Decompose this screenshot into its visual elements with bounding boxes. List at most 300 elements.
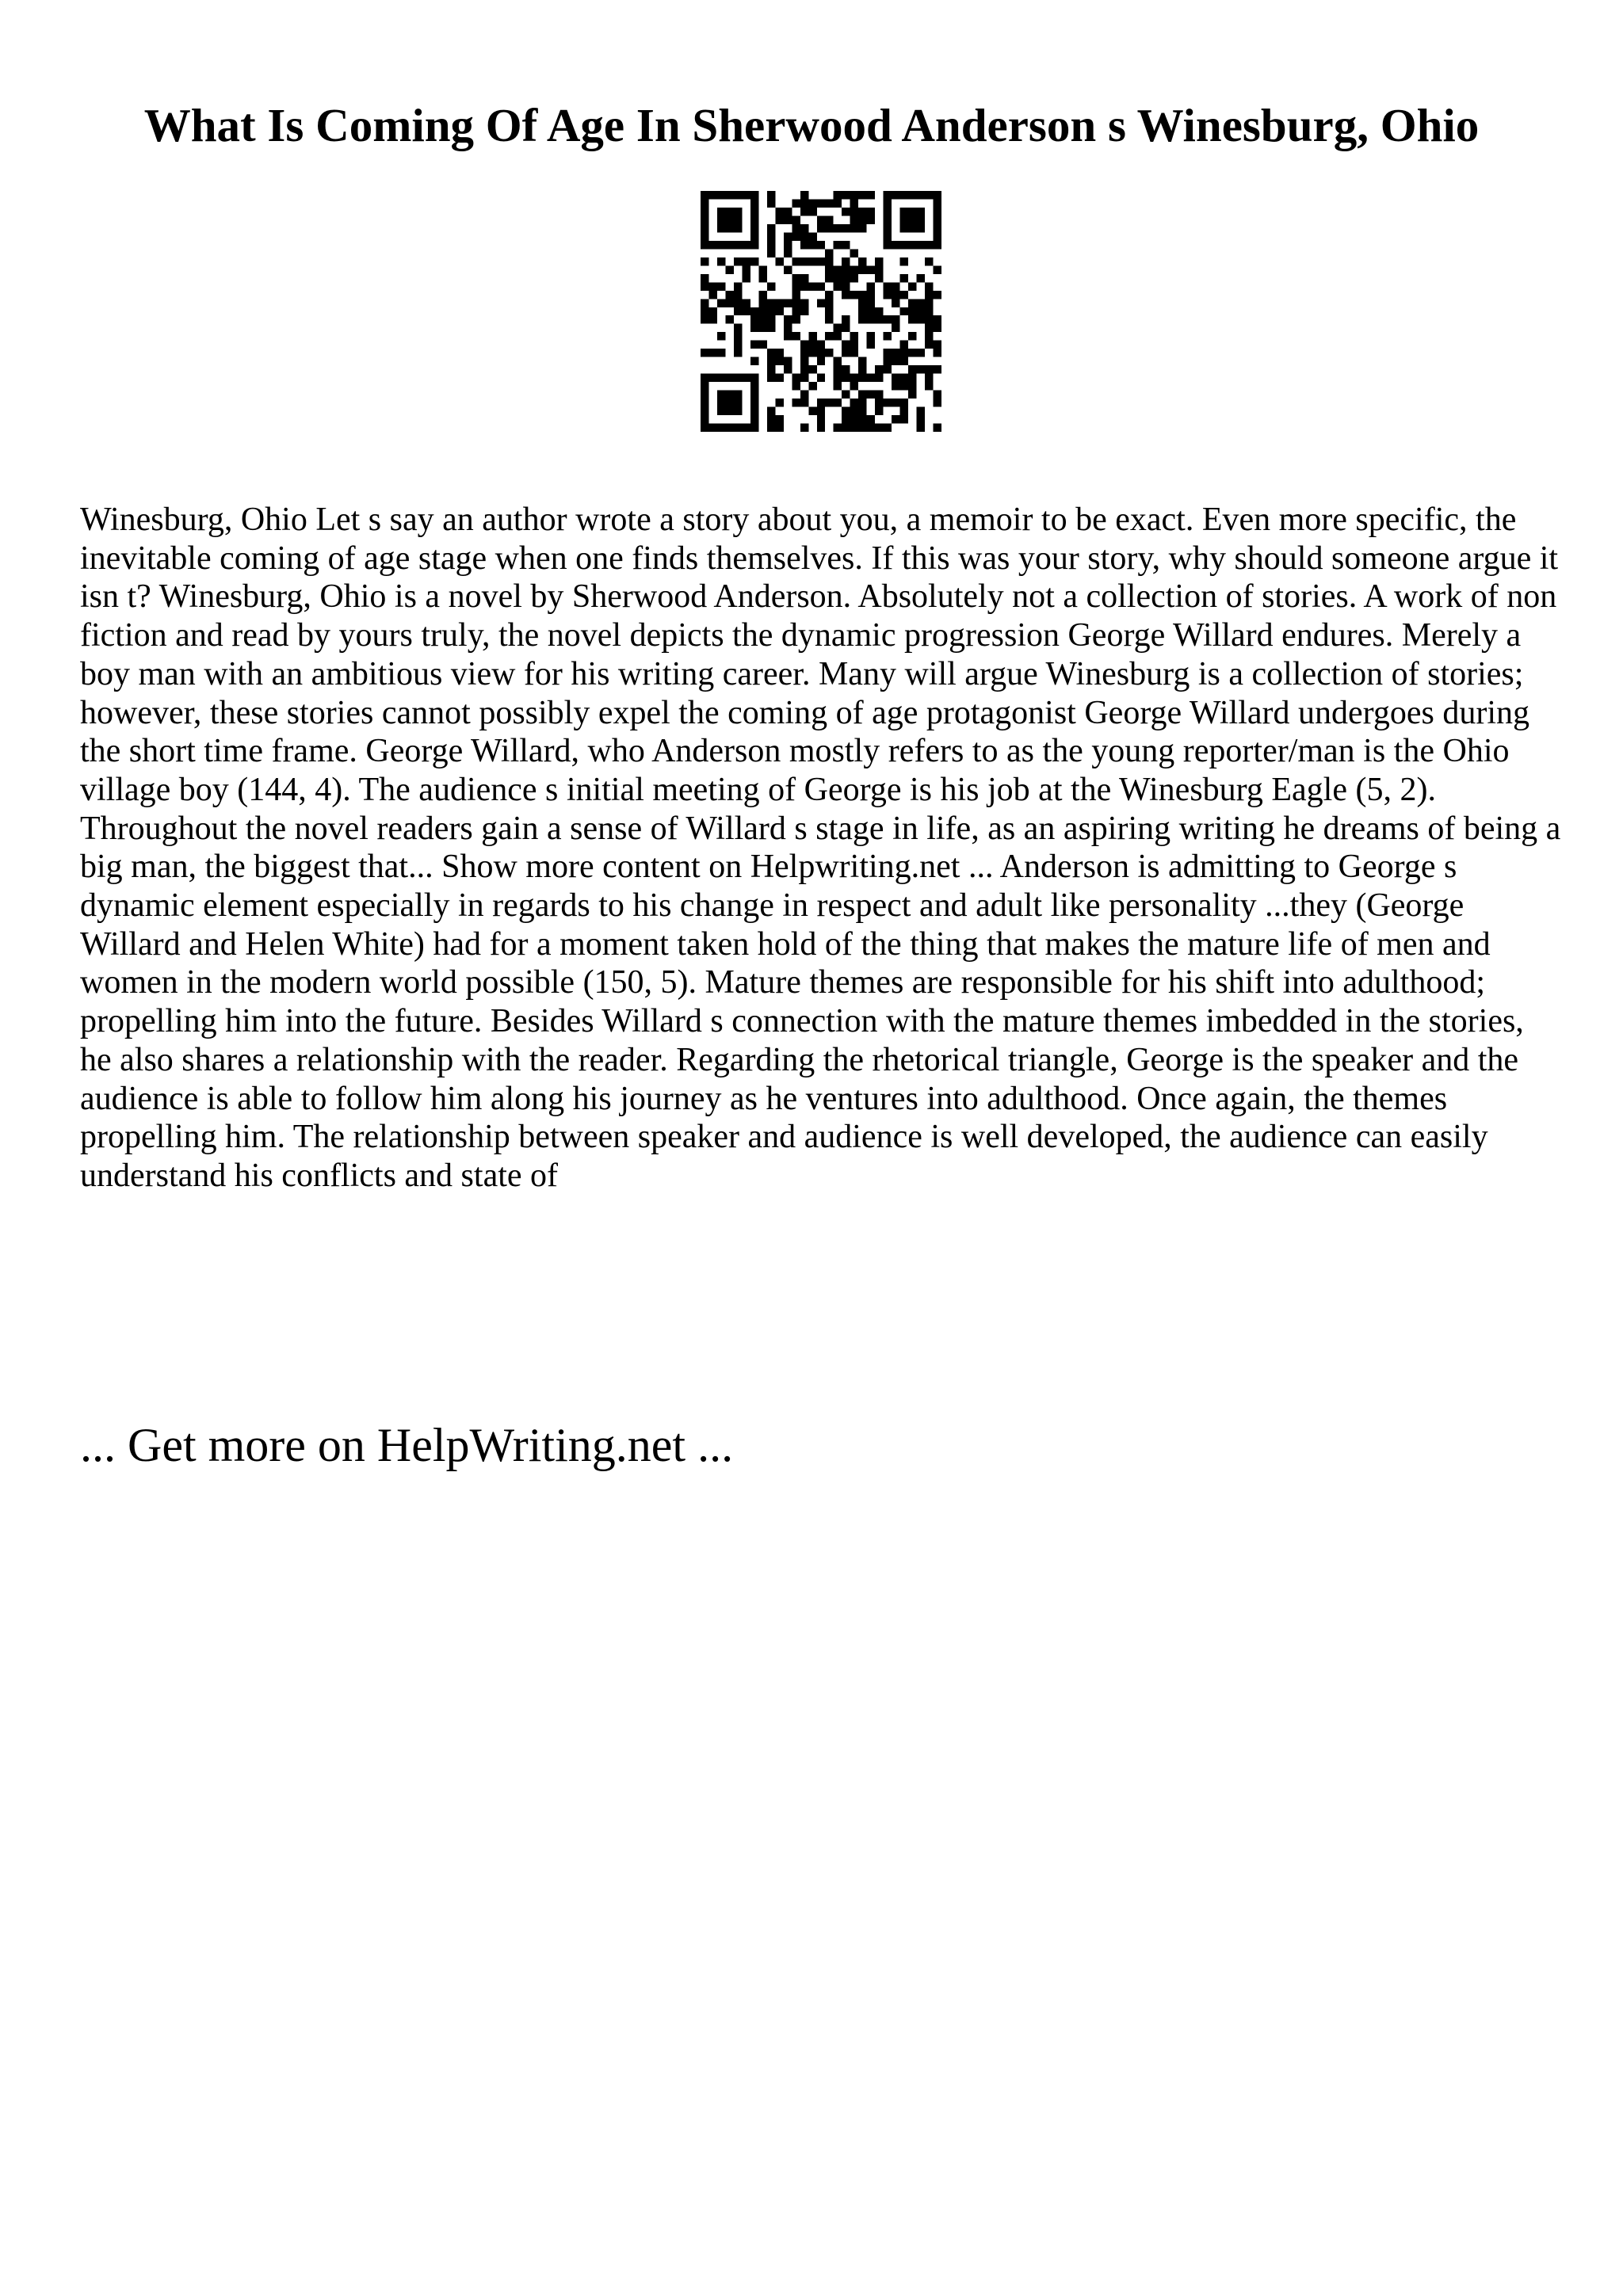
qr-code-icon [701, 191, 941, 432]
qr-module [825, 307, 833, 315]
qr-module [858, 191, 866, 199]
qr-module [834, 365, 842, 373]
qr-module [725, 224, 733, 232]
qr-module [917, 215, 925, 223]
qr-module [875, 315, 883, 323]
qr-module [834, 241, 842, 249]
qr-module [800, 399, 808, 406]
qr-module [750, 374, 758, 382]
qr-module [850, 424, 858, 432]
qr-module [800, 424, 808, 432]
qr-module [817, 349, 825, 357]
qr-module [725, 208, 733, 215]
qr-module [850, 199, 858, 207]
qr-module [858, 374, 866, 382]
qr-module [808, 341, 816, 349]
qr-module [817, 199, 825, 207]
qr-module [858, 407, 866, 415]
qr-module [784, 232, 792, 240]
qr-module [934, 241, 941, 249]
qr-module [800, 307, 808, 315]
qr-module [792, 232, 800, 240]
qr-module [925, 324, 933, 332]
qr-module [884, 291, 892, 299]
qr-module [900, 341, 908, 349]
qr-module [717, 215, 725, 223]
qr-module [900, 399, 908, 406]
qr-module [792, 382, 800, 390]
qr-module [792, 282, 800, 290]
qr-module [800, 208, 808, 215]
qr-module [800, 357, 808, 365]
qr-module [817, 282, 825, 290]
qr-module [784, 265, 792, 273]
qr-module [917, 274, 925, 282]
qr-module [917, 307, 925, 315]
qr-module [925, 332, 933, 340]
qr-module [800, 257, 808, 265]
qr-module [775, 307, 783, 315]
qr-module [934, 191, 941, 199]
qr-module [717, 424, 725, 432]
qr-module [701, 224, 708, 232]
qr-module [750, 241, 758, 249]
qr-module [742, 307, 750, 315]
qr-module [934, 265, 941, 273]
qr-module [850, 215, 858, 223]
qr-module [875, 365, 883, 373]
qr-module [734, 374, 742, 382]
qr-module [858, 299, 866, 307]
qr-module [867, 315, 875, 323]
qr-module [775, 415, 783, 423]
document-body: Winesburg, Ohio Let s say an author wrote a story about you, a memoir to be exact. Even more specific, the inevitable coming of age stage when one finds themselves. If this was your story, why should someone argue it isn t? Winesburg, Ohio is a novel by Sherwood Anderson. Absolutely not a collection of stories. A work of non fiction and read by yours truly, the novel depicts the dynamic progression George Willard endures. Merely a boy man with an ambitious view for his writing career. Many will argue Winesburg is a collection of stories; however, these stories cannot possibly expel the coming of age protagonist George Willard undergoes during the short time frame. George Willard, who Anderson mostly refers to as the young reporter/man is the Ohio village boy (144, 4). The audience s initial meeting of George is his job at the Winesburg Eagle (5, 2). Throughout the novel readers gain a sense of Willard s stage in life, as an aspiring writing he dreams of being a big man, the biggest that... Show more content on Helpwriting.net ... Anderson is admitting to George s dynamic element especially in regards to his change in respect and adult like personality ...they (George Willard and Helen White) had for a moment taken hold of the thing that makes the mature life of men and women in the modern world possible (150, 5). Mature themes are responsible for his shift into adulthood; propelling him into the future. Besides Willard s connection with the mature themes imbedded in the stories, he also shares a relationship with the reader. Regarding the rhetorical triangle, George is the speaker and the audience is able to follow him along his journey as he ventures into adulthood. Once again, the themes propelling him. The relationship between speaker and audience is well developed, the audience can easily understand his conflicts and state of [80, 502, 1561, 1194]
qr-module [734, 208, 742, 215]
qr-module [708, 241, 716, 249]
qr-module [767, 424, 775, 432]
qr-module [858, 357, 866, 365]
qr-module [925, 374, 933, 382]
qr-module [792, 257, 800, 265]
qr-module [767, 357, 775, 365]
qr-module [717, 191, 725, 199]
qr-module [867, 307, 875, 315]
qr-module [834, 332, 842, 340]
qr-module [817, 415, 825, 423]
qr-module [792, 274, 800, 282]
qr-module [858, 307, 866, 315]
qr-module [875, 307, 883, 315]
qr-module [708, 349, 716, 357]
qr-module [892, 315, 899, 323]
qr-module [701, 315, 708, 323]
qr-module [717, 299, 725, 307]
qr-module [734, 349, 742, 357]
qr-module [775, 349, 783, 357]
qr-module [775, 257, 783, 265]
qr-module [884, 191, 892, 199]
qr-module [917, 415, 925, 423]
qr-module [925, 341, 933, 349]
qr-module [701, 232, 708, 240]
qr-module [892, 415, 899, 423]
qr-module [808, 382, 816, 390]
qr-module [808, 208, 816, 215]
qr-module [742, 257, 750, 265]
qr-module [701, 282, 708, 290]
qr-module [808, 241, 816, 249]
qr-module [767, 349, 775, 357]
qr-module [758, 324, 766, 332]
qr-module [900, 274, 908, 282]
qr-module [725, 299, 733, 307]
qr-module [800, 274, 808, 282]
qr-module [858, 315, 866, 323]
qr-module [717, 374, 725, 382]
qr-module [708, 374, 716, 382]
qr-module [875, 399, 883, 406]
qr-module [750, 341, 758, 349]
qr-module [784, 208, 792, 215]
qr-module [842, 274, 850, 282]
qr-module [792, 399, 800, 406]
qr-module [817, 399, 825, 406]
qr-module [725, 374, 733, 382]
qr-module [900, 382, 908, 390]
qr-module [867, 291, 875, 299]
qr-module [758, 307, 766, 315]
qr-module [834, 374, 842, 382]
qr-module [784, 241, 792, 249]
qr-module [900, 374, 908, 382]
qr-module [800, 224, 808, 232]
qr-module [734, 407, 742, 415]
qr-module [701, 382, 708, 390]
qr-module [850, 332, 858, 340]
qr-module [908, 191, 916, 199]
qr-module [825, 315, 833, 323]
qr-module [734, 307, 742, 315]
qr-module [892, 399, 899, 406]
qr-module [884, 224, 892, 232]
qr-module [884, 365, 892, 373]
qr-module [734, 191, 742, 199]
qr-module [701, 391, 708, 399]
qr-module [867, 415, 875, 423]
qr-module [850, 382, 858, 390]
qr-module [850, 224, 858, 232]
qr-module [734, 332, 742, 340]
qr-module [701, 241, 708, 249]
qr-module [775, 357, 783, 365]
qr-module [917, 224, 925, 232]
qr-module [842, 407, 850, 415]
qr-module [825, 349, 833, 357]
qr-module [725, 241, 733, 249]
qr-module [784, 332, 792, 340]
qr-module [850, 265, 858, 273]
qr-module [701, 307, 708, 315]
qr-module [775, 208, 783, 215]
qr-module [892, 299, 899, 307]
qr-module [925, 191, 933, 199]
qr-module [775, 399, 783, 406]
qr-module [725, 424, 733, 432]
qr-module [858, 365, 866, 373]
qr-module [808, 199, 816, 207]
qr-module [742, 191, 750, 199]
qr-module [908, 382, 916, 390]
qr-module [800, 341, 808, 349]
qr-module [900, 415, 908, 423]
qr-module [900, 349, 908, 357]
qr-module [925, 299, 933, 307]
qr-module [767, 307, 775, 315]
qr-module [792, 215, 800, 223]
qr-module [750, 424, 758, 432]
qr-module [925, 282, 933, 290]
qr-module [842, 324, 850, 332]
get-more-link[interactable]: ... Get more on HelpWriting.net ... [80, 1419, 734, 1471]
qr-module [858, 224, 866, 232]
qr-module [908, 332, 916, 340]
qr-module [708, 315, 716, 323]
qr-module [701, 424, 708, 432]
qr-module [892, 282, 899, 290]
qr-module [717, 349, 725, 357]
qr-module [817, 257, 825, 265]
qr-module [750, 415, 758, 423]
qr-module [834, 274, 842, 282]
qr-module [842, 349, 850, 357]
qr-module [867, 424, 875, 432]
qr-module [858, 265, 866, 273]
qr-module [734, 291, 742, 299]
qr-module [750, 399, 758, 406]
qr-module [892, 191, 899, 199]
qr-module [908, 315, 916, 323]
qr-module [900, 215, 908, 223]
qr-module [900, 208, 908, 215]
qr-module [784, 215, 792, 223]
qr-module [875, 257, 883, 265]
qr-module [917, 299, 925, 307]
qr-module [701, 415, 708, 423]
qr-module [750, 199, 758, 207]
qr-module [875, 424, 883, 432]
qr-module [750, 407, 758, 415]
qr-module [825, 332, 833, 340]
qr-module [701, 399, 708, 406]
qr-module [750, 357, 758, 365]
qr-module [767, 282, 775, 290]
qr-module [892, 374, 899, 382]
qr-module [775, 424, 783, 432]
qr-module [800, 391, 808, 399]
qr-module [767, 224, 775, 232]
qr-module [842, 415, 850, 423]
qr-module [708, 282, 716, 290]
qr-module [908, 374, 916, 382]
qr-module [817, 407, 825, 415]
qr-module [817, 299, 825, 307]
qr-module [784, 365, 792, 373]
qr-module [792, 307, 800, 315]
qr-module [784, 357, 792, 365]
qr-module [917, 349, 925, 357]
qr-module [767, 374, 775, 382]
qr-module [875, 374, 883, 382]
qr-module [850, 349, 858, 357]
qr-module [817, 215, 825, 223]
qr-module [734, 282, 742, 290]
qr-module [850, 415, 858, 423]
qr-module [758, 315, 766, 323]
qr-module [908, 282, 916, 290]
qr-module [717, 257, 725, 265]
qr-module [800, 241, 808, 249]
qr-module [800, 199, 808, 207]
qr-module [775, 215, 783, 223]
qr-module [800, 374, 808, 382]
qr-module [925, 307, 933, 315]
qr-module [850, 407, 858, 415]
qr-module [825, 215, 833, 223]
qr-module [725, 399, 733, 406]
qr-module [701, 208, 708, 215]
qr-module [800, 191, 808, 199]
qr-module [842, 291, 850, 299]
qr-module [767, 365, 775, 373]
qr-module [734, 215, 742, 223]
qr-module [834, 424, 842, 432]
qr-module [875, 407, 883, 415]
qr-module [701, 299, 708, 307]
qr-module [858, 424, 866, 432]
qr-module [934, 208, 941, 215]
qr-module [742, 374, 750, 382]
qr-module [734, 299, 742, 307]
qr-module [892, 349, 899, 357]
qr-module [792, 374, 800, 382]
qr-module [892, 357, 899, 365]
qr-module [858, 208, 866, 215]
qr-module [867, 191, 875, 199]
qr-module [808, 365, 816, 373]
qr-module [808, 232, 816, 240]
qr-module [858, 257, 866, 265]
qr-module [708, 191, 716, 199]
qr-module [867, 282, 875, 290]
qr-module [767, 232, 775, 240]
qr-module [734, 399, 742, 406]
qr-module [717, 241, 725, 249]
qr-module [925, 257, 933, 265]
qr-module [867, 391, 875, 399]
qr-module [725, 391, 733, 399]
qr-module [701, 274, 708, 282]
qr-module [867, 332, 875, 340]
qr-module [825, 399, 833, 406]
qr-module [717, 332, 725, 340]
qr-module [892, 291, 899, 299]
qr-module [800, 232, 808, 240]
qr-module [734, 224, 742, 232]
qr-module [808, 407, 816, 415]
qr-module [750, 324, 758, 332]
qr-module [701, 257, 708, 265]
qr-module [767, 324, 775, 332]
qr-module [917, 424, 925, 432]
qr-module [900, 307, 908, 315]
qr-module [934, 349, 941, 357]
qr-module [708, 424, 716, 432]
qr-module [908, 307, 916, 315]
qr-module [850, 291, 858, 299]
qr-module [825, 249, 833, 257]
qr-module [892, 324, 899, 332]
qr-module [917, 407, 925, 415]
qr-module [842, 191, 850, 199]
qr-module [701, 215, 708, 223]
qr-module [842, 241, 850, 249]
qr-module [934, 315, 941, 323]
qr-module [775, 374, 783, 382]
qr-module [858, 215, 866, 223]
qr-module [800, 282, 808, 290]
qr-module [742, 274, 750, 282]
qr-module [858, 291, 866, 299]
qr-module [834, 199, 842, 207]
qr-module [825, 299, 833, 307]
qr-module [842, 224, 850, 232]
qr-module [917, 315, 925, 323]
qr-module [784, 315, 792, 323]
qr-module [734, 324, 742, 332]
qr-module [900, 357, 908, 365]
qr-module [758, 291, 766, 299]
qr-module [701, 349, 708, 357]
qr-module [934, 341, 941, 349]
qr-module [850, 208, 858, 215]
qr-module [717, 208, 725, 215]
qr-module [701, 374, 708, 382]
qr-module [792, 291, 800, 299]
qr-module [767, 249, 775, 257]
qr-module [767, 199, 775, 207]
qr-module [934, 391, 941, 399]
qr-module [900, 224, 908, 232]
qr-module [917, 241, 925, 249]
qr-module [858, 391, 866, 399]
qr-module [767, 415, 775, 423]
qr-module [867, 299, 875, 307]
qr-module [925, 291, 933, 299]
qr-module [858, 415, 866, 423]
qr-module [867, 341, 875, 349]
qr-module [792, 224, 800, 232]
qr-module [900, 407, 908, 415]
qr-module [900, 241, 908, 249]
qr-module [767, 315, 775, 323]
qr-module [934, 324, 941, 332]
qr-module [817, 374, 825, 382]
qr-module [750, 232, 758, 240]
qr-module [742, 299, 750, 307]
qr-module [834, 357, 842, 365]
qr-module [825, 199, 833, 207]
qr-module [842, 374, 850, 382]
